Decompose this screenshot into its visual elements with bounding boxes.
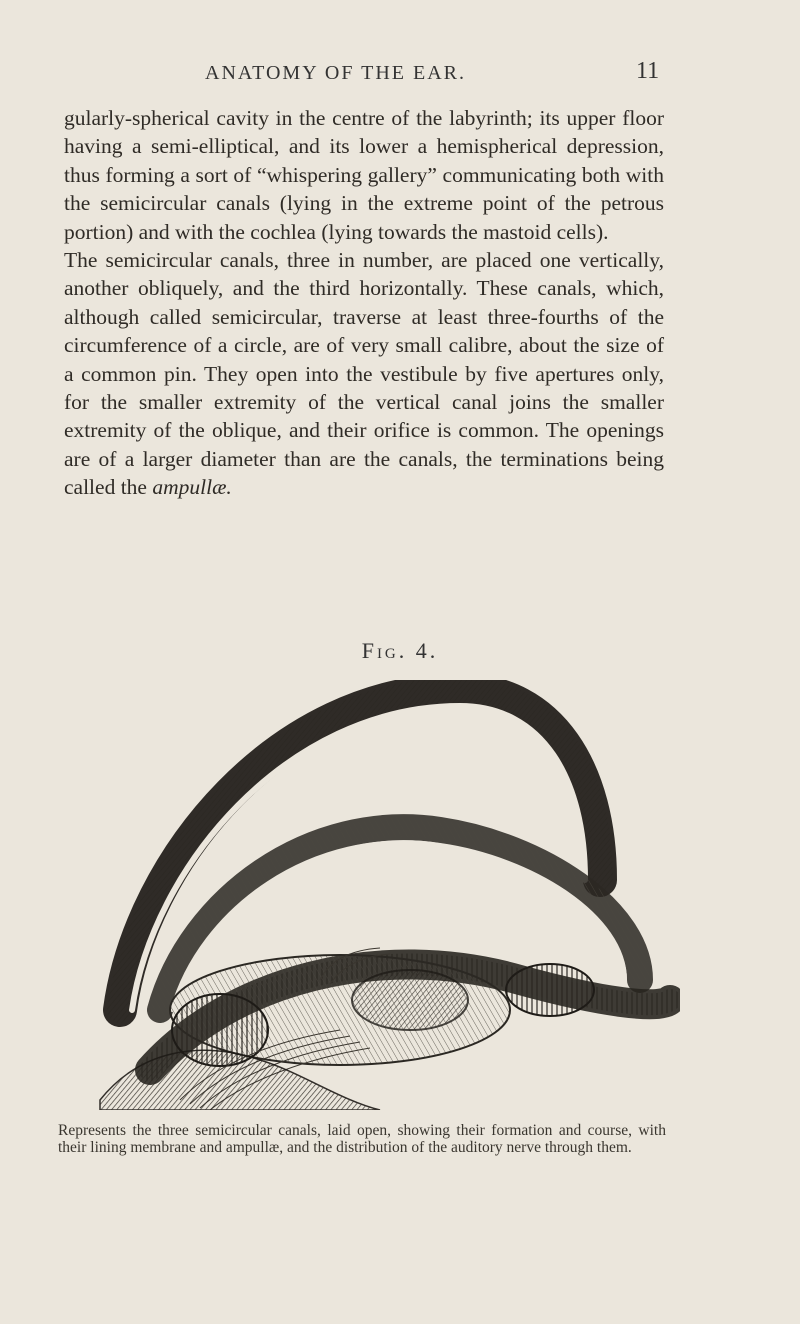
paragraph-semicircular-canals-text: The semicircular canals, three in number, are placed one vertically, another obliquely, and the third horizontally. These canals, which, although called semicircular, traverse at least three-fourths of the circumference of a circle, are of very small calibre, about the size of a common pin. They open into the vestibule by five apertures only, for the smaller extremity of the vertical canal joins the smaller extremity of the oblique, and their orifice is common. The openings are of a larger diameter than are the canals, the terminations being called the [64, 248, 664, 500]
paragraph-semicircular-canals [64, 246, 664, 502]
paragraph-continuation: gularly-spherical cavity in the centre of the labyrinth; its upper floor having a semi-elliptical, and its lower a hemispherical depression, thus forming a sort of “whispering gallery” communicating both with the semicircular canals (lying in the extreme point of the petrous portion) and with the cochlea (lying towards the mastoid cells). [64, 106, 664, 244]
page-number: 11 [636, 58, 660, 84]
figure-label: Fig. 4. [361, 638, 439, 663]
ampullae-term: ampullæ. [152, 475, 232, 500]
body-text [64, 104, 664, 502]
figure-caption: Represents the three semicircular canals, laid open, showing their formation and course, with their lining membrane and ampullæ, and the distribution of the auditory nerve through them. [58, 1122, 666, 1156]
running-head [0, 58, 800, 88]
ampulla-center [352, 970, 468, 1030]
engraving-semicircular-canals [80, 680, 680, 1110]
ampulla-right [506, 964, 594, 1016]
engraving-illustration [80, 680, 680, 1110]
running-title: ANATOMY OF THE EAR. [205, 62, 466, 84]
